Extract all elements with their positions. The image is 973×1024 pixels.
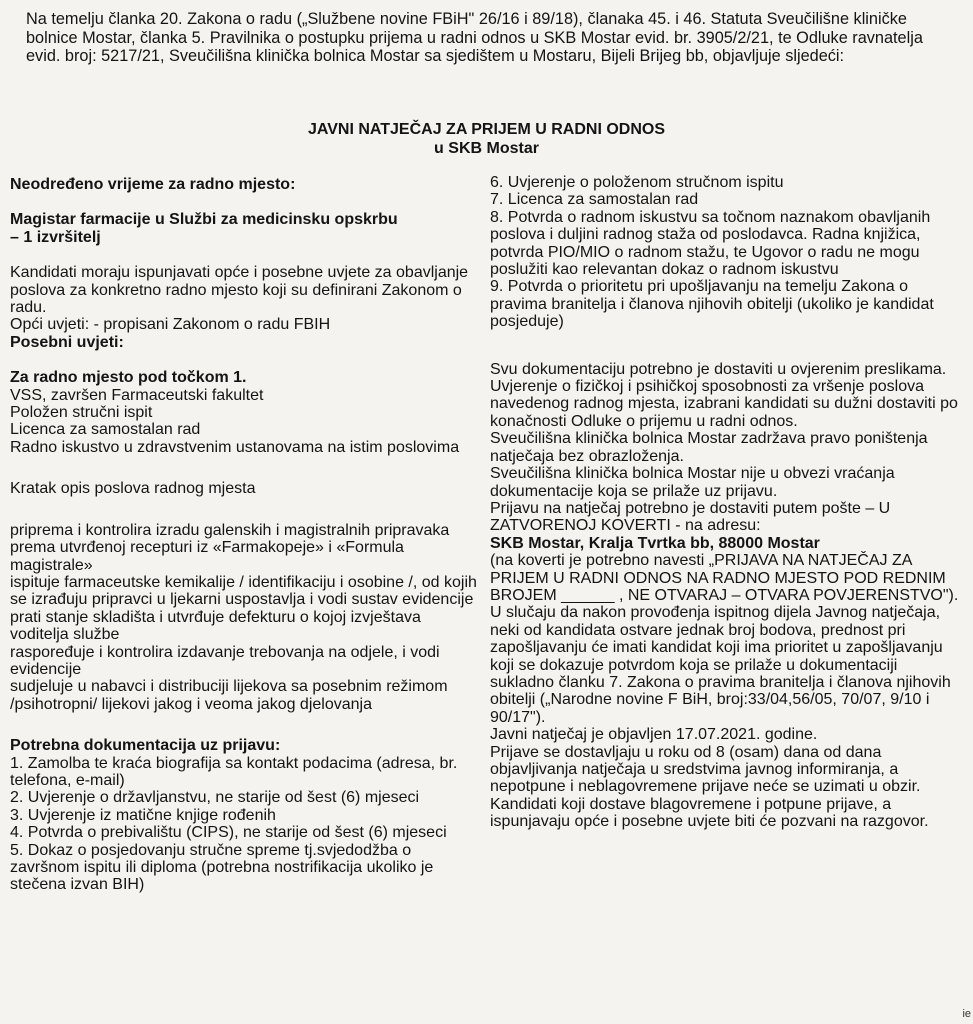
position-title-line-1: Magistar farmacije u Službi za medicinsku opskrbu (10, 211, 398, 229)
duty-item: raspoređuje i kontrolira izdavanje trebovanja na odjele, i vodi evidencije (10, 643, 440, 678)
interview-note: Kandidati koji dostave blagovremene i potpune prijave, a ispunjavaju opće i posebne uvjete biti će pozvani na razgovor. (490, 795, 929, 831)
medical-certificate-note: Uvjerenje o fizičkoj i psihičkoj sposobnosti za vršenje poslova navedenog radnog mjesta, izabrani kandidati su dužni dostaviti po konačnosti Odluke o prijemu u radni odnos. (490, 378, 958, 430)
condition-item: VSS, završen Farmaceutski fakultet (10, 386, 264, 404)
certified-copies-note: Svu dokumentaciju potrebno je dostaviti u ovjerenim preslikama. (490, 360, 947, 378)
document-item: 2. Uvjerenje o državljanstvu, ne starije od šest (6) mjeseci (10, 789, 420, 807)
employment-term: Neodređeno vrijeme za radno mjesto: (10, 176, 296, 193)
condition-item: Radno iskustvo u zdravstvenim ustanovama na istim poslovima (10, 438, 460, 456)
title-line-2: u SKB Mostar (434, 140, 539, 157)
no-return-note: Sveučilišna klinička bolnica Mostar nije u obvezi vraćanja dokumentacije koja se prilaže uz prijavu. (490, 465, 895, 500)
publication-date: Javni natječaj je objavljen 17.07.2021. godine. (490, 726, 818, 744)
intro-paragraph: Na temelju članka 20. Zakona o radu („Službene novine FBiH" 26/16 i 89/18), članaka 45. i 46. Statuta Sveučilišne kliničke bolnice Mostar, članka 5. Pravilnika o postupku prijema u radni odnos u SKB Mostar evid. br. 3905/2/21, te Odluke ravnatelja evid. broj: 5217/21, Sveučilišna klinička bolnica Mostar sa sjedištem u Mostaru, Bijeli Brijeg bb, objavljuje sljedeći: (26, 10, 923, 65)
document-item: 8. Potvrda o radnom iskustvu sa točnom naznakom obavljanih poslova i duljini radnog staža od poslodavca. Radna knjižica, potvrda PIO/MIO o radnom stažu, te Ugovor o radu ne mogu poslužiti kao relevantan dokaz o radnom iskustvu (490, 208, 931, 279)
document-item: 7. Licenca za samostalan rad (490, 191, 699, 209)
duty-item: ispituje farmaceutske kemikalije / identifikaciju i osobine /, od kojih se izrađuju pripravci u ljekarni uspostavlja i vodi sustav evidencije (10, 573, 477, 609)
job-description-heading: Kratak opis poslova radnog mjesta (10, 480, 256, 498)
condition-item: Položen stručni ispit (10, 404, 153, 422)
right-column (490, 174, 960, 831)
envelope-instruction: (na koverti je potrebno navesti „PRIJAVA NA NATJEČAJ ZA PRIJEM U RADNI ODNOS NA RADNO MJESTO POD REDNIM BROJEM ______ , NE OTVARAJ – OTVARA POVJERENSTVO"). (490, 552, 959, 604)
deadline-note: Prijave se dostavljaju u roku od 8 (osam) dana od dana objavljivanja natječaja u sredstvima javnog informiranja, a nepotpune i neblagovremene prijave neće se uzimati u obzir. (490, 743, 921, 796)
title-line-1: JAVNI NATJEČAJ ZA PRIJEM U RADNI ODNOS (307, 121, 666, 138)
left-column (10, 176, 478, 894)
priority-note: U slučaju da nakon provođenja ispitnog dijela Javnog natječaja, neki od kandidata ostvare jednak broj bodova, prednost pri zapošljavanju će imati kandidat koji ima prioritet u zapošljavanju koji se dokazuje potvrdom koja se prilaže u dokumentaciji sukladno članku 7. Zakona o pravima branitelja i članova njihovih obitelji („Narodne novine F BiH, broj:33/04,56/05, 70/07, 9/10 i 90/17"). (490, 604, 951, 726)
general-conditions: Opći uvjeti: - propisani Zakonom o radu FBIH (10, 316, 331, 334)
mail-instruction: Prijavu na natječaj potrebno je dostaviti putem pošte – U ZATVORENOJ KOVERTI - na adresu: (490, 499, 891, 535)
point-heading: Za radno mjesto pod točkom 1. (10, 369, 247, 387)
duty-item: prati stanje skladišta i utvrđuje defekturu o kojoj izvještava voditelja službe (10, 608, 421, 644)
special-conditions-heading: Posebni uvjeti: (10, 333, 124, 351)
documents-heading: Potrebna dokumentacija uz prijavu: (10, 737, 281, 755)
document-item: 5. Dokaz o posjedovanju stručne spreme tj.svjedodžba o završnom ispitu ili diploma (potrebna nostrifikacija ukoliko je stečena izvan BIH) (10, 841, 434, 894)
document-item: 6. Uvjerenje o položenom stručnom ispitu (490, 174, 784, 191)
cancellation-note: Sveučilišna klinička bolnica Mostar zadržava pravo poništenja natječaja bez obrazloženja. (490, 430, 928, 465)
edge-text-fragment: ie (962, 1008, 971, 1020)
position-title-line-2: – 1 izvršitelj (10, 228, 101, 246)
document-item: 9. Potvrda o prioritetu pri upošljavanju na temelju Zakona o pravima branitelja i članova njihovih obitelji (ukoliko je kandidat posjeduje) (490, 278, 934, 331)
duty-item: sudjeluje u nabavci i distribuciji lijekova sa posebnim režimom /psihotropni/ lijekovi jakog i veoma jakog djelovanja (10, 678, 448, 713)
candidates-requirement: Kandidati moraju ispunjavati opće i posebne uvjete za obavljanje poslova za konkretno radno mjesto koji su definirani Zakonom o radu. (10, 264, 469, 317)
condition-item: Licenca za samostalan rad (10, 421, 201, 439)
document-item: 4. Potvrda o prebivalištu (CIPS), ne starije od šest (6) mjeseci (10, 824, 447, 842)
document-item: 1. Zamolba te kraća biografija sa kontakt podacima (adresa, br. telefona, e-mail) (10, 754, 458, 789)
mailing-address: SKB Mostar, Kralja Tvrtka bb, 88000 Mostar (490, 534, 820, 552)
announcement-title (0, 120, 973, 158)
document-item: 3. Uvjerenje iz matične knjige rođenih (10, 806, 276, 824)
duty-item: priprema i kontrolira izradu galenskih i magistralnih pripravaka prema utvrđenoj recepturi iz «Farmakopeje» i «Formula magistrale» (10, 521, 450, 574)
